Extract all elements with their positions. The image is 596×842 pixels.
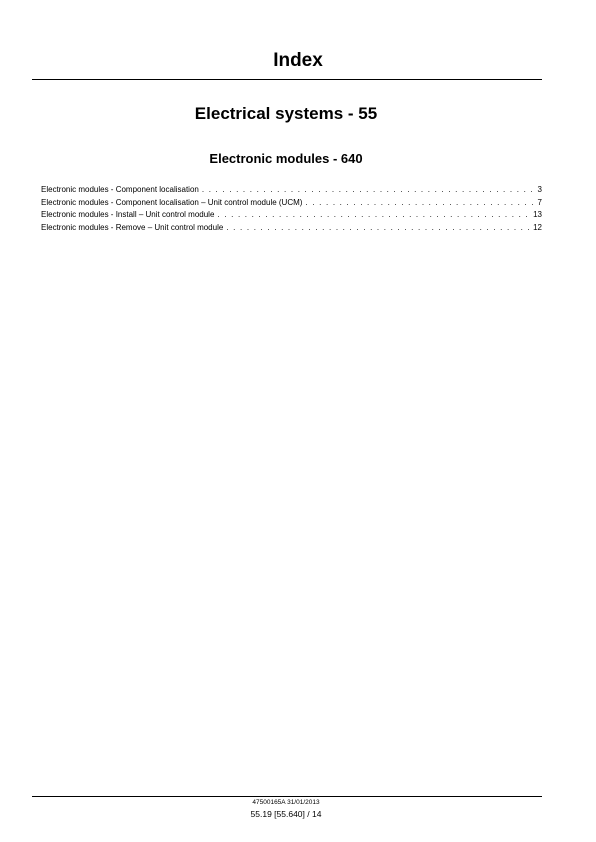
footer-page-number: 55.19 [55.640] / 14: [250, 809, 322, 819]
index-entry-page: 3: [537, 185, 542, 194]
index-entry-title: Electronic modules - Component localisation – Unit control module (UCM): [41, 197, 303, 207]
footer-document-reference: 47500165A 31/01/2013: [252, 799, 320, 806]
index-entry[interactable]: [41, 197, 542, 210]
footer-divider: [32, 796, 542, 797]
index-entry-title: Electronic modules - Install – Unit control module: [41, 210, 215, 220]
index-entry-page: 7: [537, 197, 542, 207]
page-title: Index: [273, 50, 323, 71]
dot-leader: [305, 197, 534, 210]
header-divider: [32, 79, 542, 80]
index-entry-title: Electronic modules - Component localisation: [41, 185, 199, 194]
index-entry-title: Electronic modules - Remove – Unit control module: [41, 222, 224, 232]
index-list: [41, 184, 542, 234]
section-title: Electrical systems - 55: [194, 104, 378, 123]
index-entry[interactable]: [41, 222, 542, 235]
index-entry[interactable]: [41, 184, 542, 197]
index-entry-page: 13: [533, 210, 542, 220]
dot-leader: [217, 209, 530, 222]
subsection-title: Electronic modules - 640: [209, 151, 363, 166]
index-entry[interactable]: [41, 209, 542, 222]
dot-leader: [226, 222, 530, 235]
index-entry-page: 12: [533, 222, 542, 232]
dot-leader: [202, 184, 535, 197]
